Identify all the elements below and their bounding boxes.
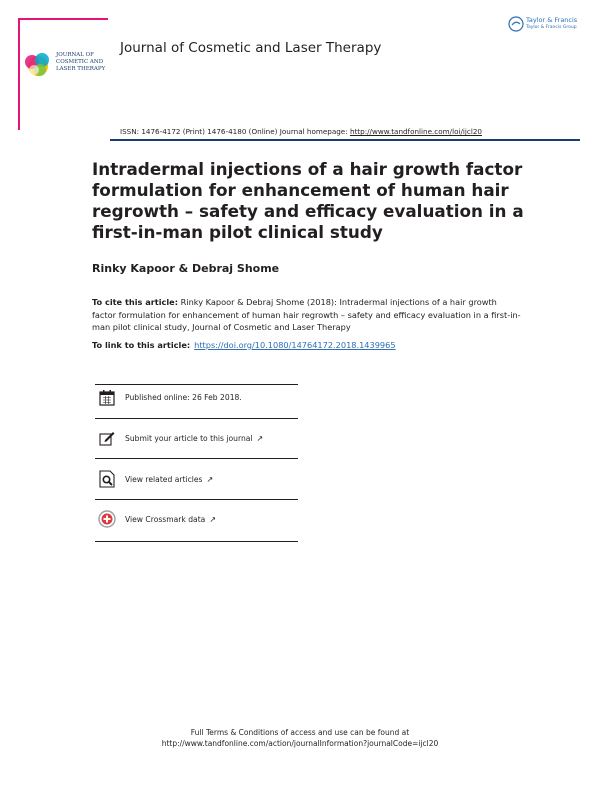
crossmark-link[interactable] [98,507,298,531]
issn-line [120,127,482,136]
publisher-logo[interactable] [508,14,588,36]
publisher-name: Taylor & Francis [526,16,578,24]
article-authors: Rinky Kapoor & Debraj Shome [92,262,280,275]
crossmark-icon [98,509,116,529]
cite-label: To cite this article: [92,297,178,307]
journal-title: Journal of Cosmetic and Laser Therapy [120,40,382,56]
link-label: To link to this article: [92,340,191,350]
logo-line-2: COSMETIC AND [56,59,104,65]
article-link-block [92,340,396,350]
cite-text: Rinky Kapoor & Debraj Shome (2018): Intradermal injections of a hair growth factor formulation for enhancement of human hair regrowth – safety and efficacy evaluation in a first-in-man pilot clinical study, Journal of Cosmetic and Laser Therapy [92,297,521,332]
calendar-icon [98,387,116,407]
external-link-icon: ↗ [256,433,264,443]
publisher-icon [508,16,524,32]
external-link-icon: ↗ [209,514,217,524]
doi-link[interactable]: https://doi.org/10.1080/14764172.2018.1439965 [194,340,396,350]
info-divider [95,499,298,500]
crossmark-label: View Crossmark data [125,514,206,524]
info-divider [95,541,298,542]
submit-article-label: Submit your article to this journal [125,433,253,443]
related-articles-link[interactable] [98,467,298,491]
header-divider [110,139,580,141]
footer-terms: Full Terms & Conditions of access and use can be found at [190,728,410,737]
logo-line-1: JOURNAL OF [56,52,95,58]
external-link-icon: ↗ [206,474,214,484]
published-row [98,385,298,409]
published-date: Published online: 26 Feb 2018. [125,392,242,402]
logo-line-3: LASER THERAPY [56,66,106,72]
related-articles-label: View related articles [125,474,203,484]
publisher-group: Taylor & Francis Group [526,25,577,30]
edit-icon [98,428,116,448]
info-divider [95,418,298,419]
info-divider [95,458,298,459]
issn-text: ISSN: 1476-4172 (Print) 1476-4180 (Online) Journal homepage: [120,127,350,136]
search-document-icon [98,469,116,489]
article-title: Intradermal injections of a hair growth factor formulation for enhancement of human hair regrowth – safety and efficacy evaluation in a first-in-man pilot clinical study [92,159,524,242]
submit-article-link[interactable] [98,426,298,450]
journal-homepage-link[interactable]: http://www.tandfonline.com/loi/ijcl20 [349,127,482,136]
journal-logo [18,18,110,130]
footer-url[interactable]: http://www.tandfonline.com/action/journalInformation?journalCode=ijcl20 [161,739,439,748]
citation-block [92,296,522,334]
footer [0,727,600,749]
